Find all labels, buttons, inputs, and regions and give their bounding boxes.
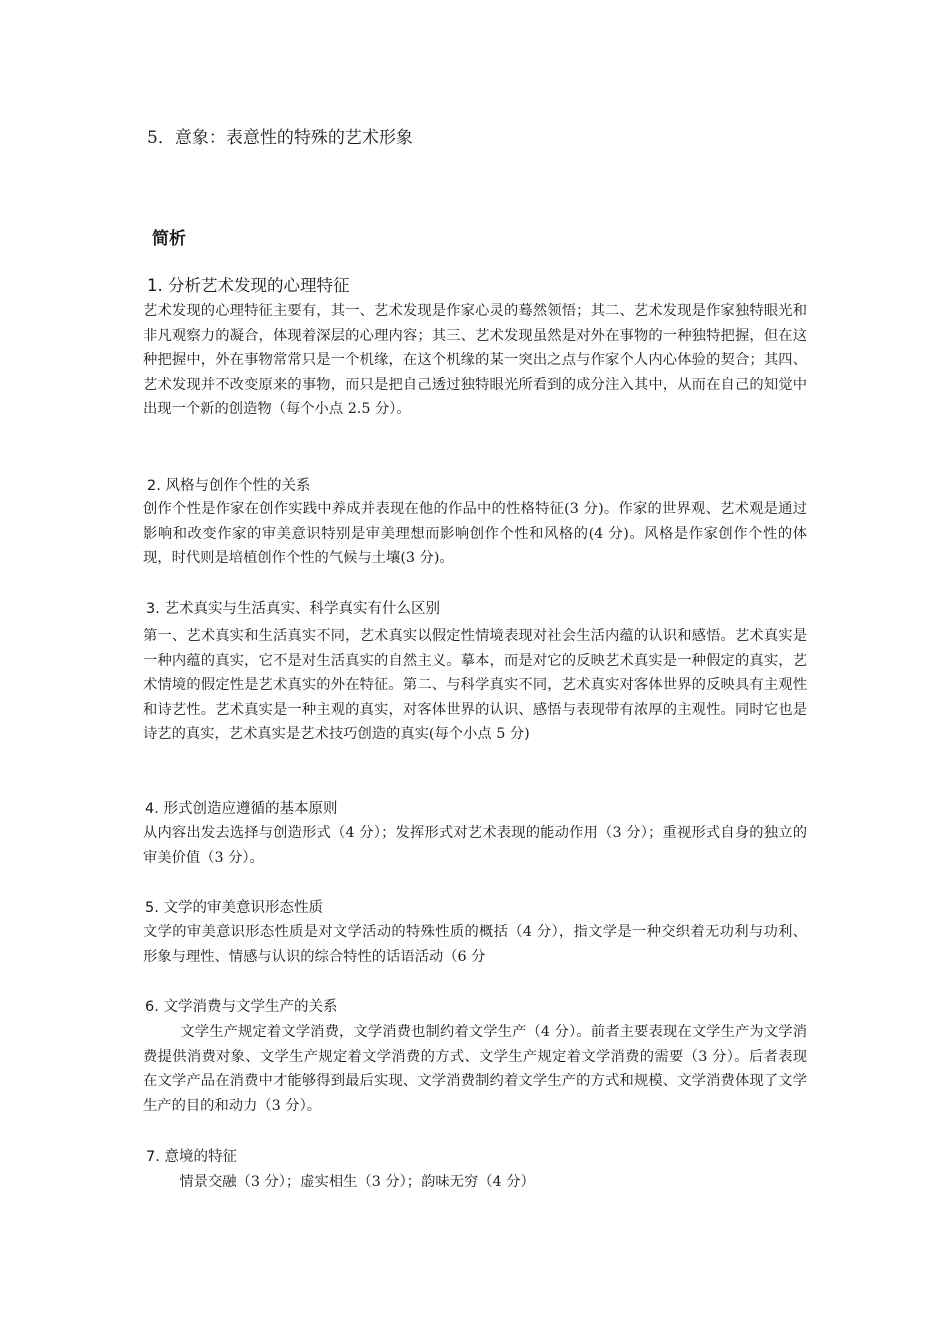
- question-3-answer: 第一、艺术真实和生活真实不同，艺术真实以假定性情境表现对社会生活内蕴的认识和感悟。艺术真实是一种内蕴的真实，它不是对生活真实的自然主义。摹本，而是对它的反映艺术真实是一种假定的真实，艺术情境的假定性是艺术真实的外在特征。第二、与科学真实不同，艺术真实对客体世界的反映具有主观性和诗艺性。艺术真实是一种主观的真实，对客体世界的认识、感悟与表现带有浓厚的主观性。同时它也是诗艺的真实，艺术真实是艺术技巧创造的真实(每个小点 5 分): [143, 628, 807, 743]
- question-2-answer: 创作个性是作家在创作实践中养成并表现在他的作品中的性格特征(3 分)。作家的世界观、艺术观是通过影响和改变作家的审美意识特别是审美理想而影响创作个性和风格的(4 分)。风格是作家创作个性的体现，时代则是培植创作个性的气候与土壤(3 分)。: [143, 501, 807, 567]
- question-7-answer: 情景交融（3 分）；虚实相生（3 分）；韵味无穷（4 分）: [143, 1174, 535, 1190]
- question-4-title: 4. 形式创造应遵循的基本原则: [145, 801, 338, 817]
- question-5-answer: 文学的审美意识形态性质是对文学活动的特殊性质的概括（4 分），指文学是一种交织着无功利与功利、形象与理性、情感与认识的综合特性的话语活动（6 分: [143, 924, 807, 965]
- question-1-title: 1. 分析艺术发现的心理特征: [147, 276, 350, 295]
- term-5-definition: 5．意象：表意性的特殊的艺术形象: [147, 128, 413, 148]
- question-3-title: 3. 艺术真实与生活真实、科学真实有什么区别: [146, 601, 440, 617]
- question-7-title: 7. 意境的特征: [146, 1149, 237, 1165]
- question-2-title: 2. 风格与创作个性的关系: [147, 478, 311, 494]
- question-6-title: 6. 文学消费与文学生产的关系: [145, 999, 338, 1015]
- question-1-answer: 艺术发现的心理特征主要有，其一、艺术发现是作家心灵的蓦然领悟；其二、艺术发现是作家独特眼光和非凡观察力的凝合，体现着深层的心理内容；其三、艺术发现虽然是对外在事物的一种独特把握，但在这种把握中，外在事物常常只是一个机缘，在这个机缘的某一突出之点与作家个人内心体验的契合；其四、艺术发现并不改变原来的事物，而只是把自己透过独特眼光所看到的成分注入其中，从而在自己的知觉中出现一个新的创造物（每个小点 2.5 分）。: [143, 303, 807, 418]
- question-4-answer: 从内容出发去选择与创造形式（4 分）；发挥形式对艺术表现的能动作用（3 分）；重视形式自身的独立的审美价值（3 分）。: [143, 825, 807, 866]
- question-6-answer: 文学生产规定着文学消费，文学消费也制约着文学生产（4 分）。前者主要表现在文学生产为文学消费提供消费对象、文学生产规定着文学消费的方式、文学生产规定着文学消费的需要（3 分）。后者表现在文学产品在消费中才能够得到最后实现、文学消费制约着文学生产的方式和规模、文学消费体现了文学生产的目的和动力（3 分）。: [143, 1024, 807, 1114]
- section-heading: 简析: [152, 229, 186, 249]
- question-5-title: 5. 文学的审美意识形态性质: [145, 900, 323, 916]
